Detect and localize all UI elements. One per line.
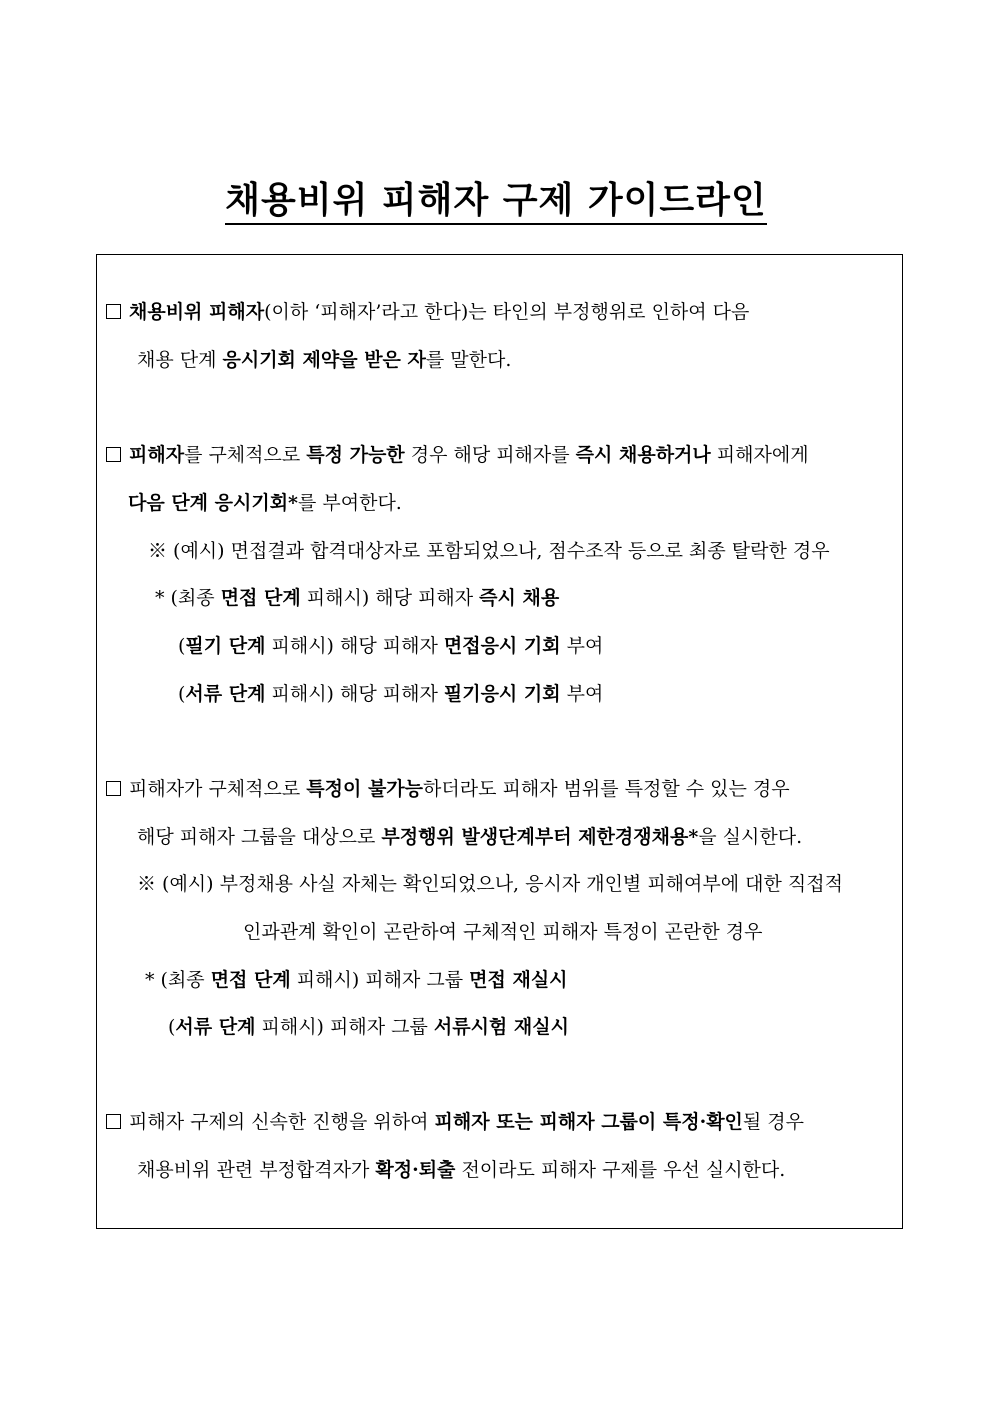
page-title: 채용비위 피해자 구제 가이드라인 — [0, 176, 992, 226]
s1-line2: 채용 단계 응시기회 제약을 받은 자를 말한다. — [137, 349, 512, 371]
s4-line1: 피해자 구제의 신속한 진행을 위하여 피해자 또는 피해자 그룹이 특정·확인될 경우 — [106, 1107, 804, 1137]
checkbox-icon — [106, 781, 121, 796]
s1-line1: 채용비위 피해자(이하 ‘피해자’라고 한다)는 타인의 부정행위로 인하여 다음 — [106, 297, 749, 327]
s3-example1: ※ (예시) 부정채용 사실 자체는 확인되었으나, 응시자 개인별 피해여부에 대한 직접적 — [137, 873, 843, 895]
s2-note2: (필기 단계 피해시) 해당 피해자 면접응시 기회 부여 — [178, 635, 604, 657]
s2-example: ※ (예시) 면접결과 합격대상자로 포함되었으나, 점수조작 등으로 최종 탈락한 경우 — [148, 540, 830, 562]
s3-example2: 인과관계 확인이 곤란하여 구체적인 피해자 특정이 곤란한 경우 — [243, 921, 763, 943]
s2-note3: (서류 단계 피해시) 해당 피해자 필기응시 기회 부여 — [178, 683, 604, 705]
s3-line1: 피해자가 구체적으로 특정이 불가능하더라도 피해자 범위를 특정할 수 있는 경우 — [106, 774, 790, 804]
checkbox-icon — [106, 447, 121, 462]
guideline-box — [96, 254, 903, 1229]
s3-note1: * (최종 면접 단계 피해시) 피해자 그룹 면접 재실시 — [145, 969, 568, 991]
checkbox-icon — [106, 1114, 121, 1129]
s4-line2: 채용비위 관련 부정합격자가 확정·퇴출 전이라도 피해자 구제를 우선 실시한다. — [137, 1159, 786, 1181]
s2-line2: 다음 단계 응시기회*를 부여한다. — [128, 492, 402, 514]
s2-note1: * (최종 면접 단계 피해시) 해당 피해자 즉시 채용 — [155, 587, 560, 609]
s3-line2: 해당 피해자 그룹을 대상으로 부정행위 발생단계부터 제한경쟁채용*을 실시한다. — [137, 826, 803, 848]
s3-note2: (서류 단계 피해시) 피해자 그룹 서류시험 재실시 — [168, 1016, 569, 1038]
s2-line1: 피해자를 구체적으로 특정 가능한 경우 해당 피해자를 즉시 채용하거나 피해자에게 — [106, 440, 809, 470]
checkbox-icon — [106, 304, 121, 319]
